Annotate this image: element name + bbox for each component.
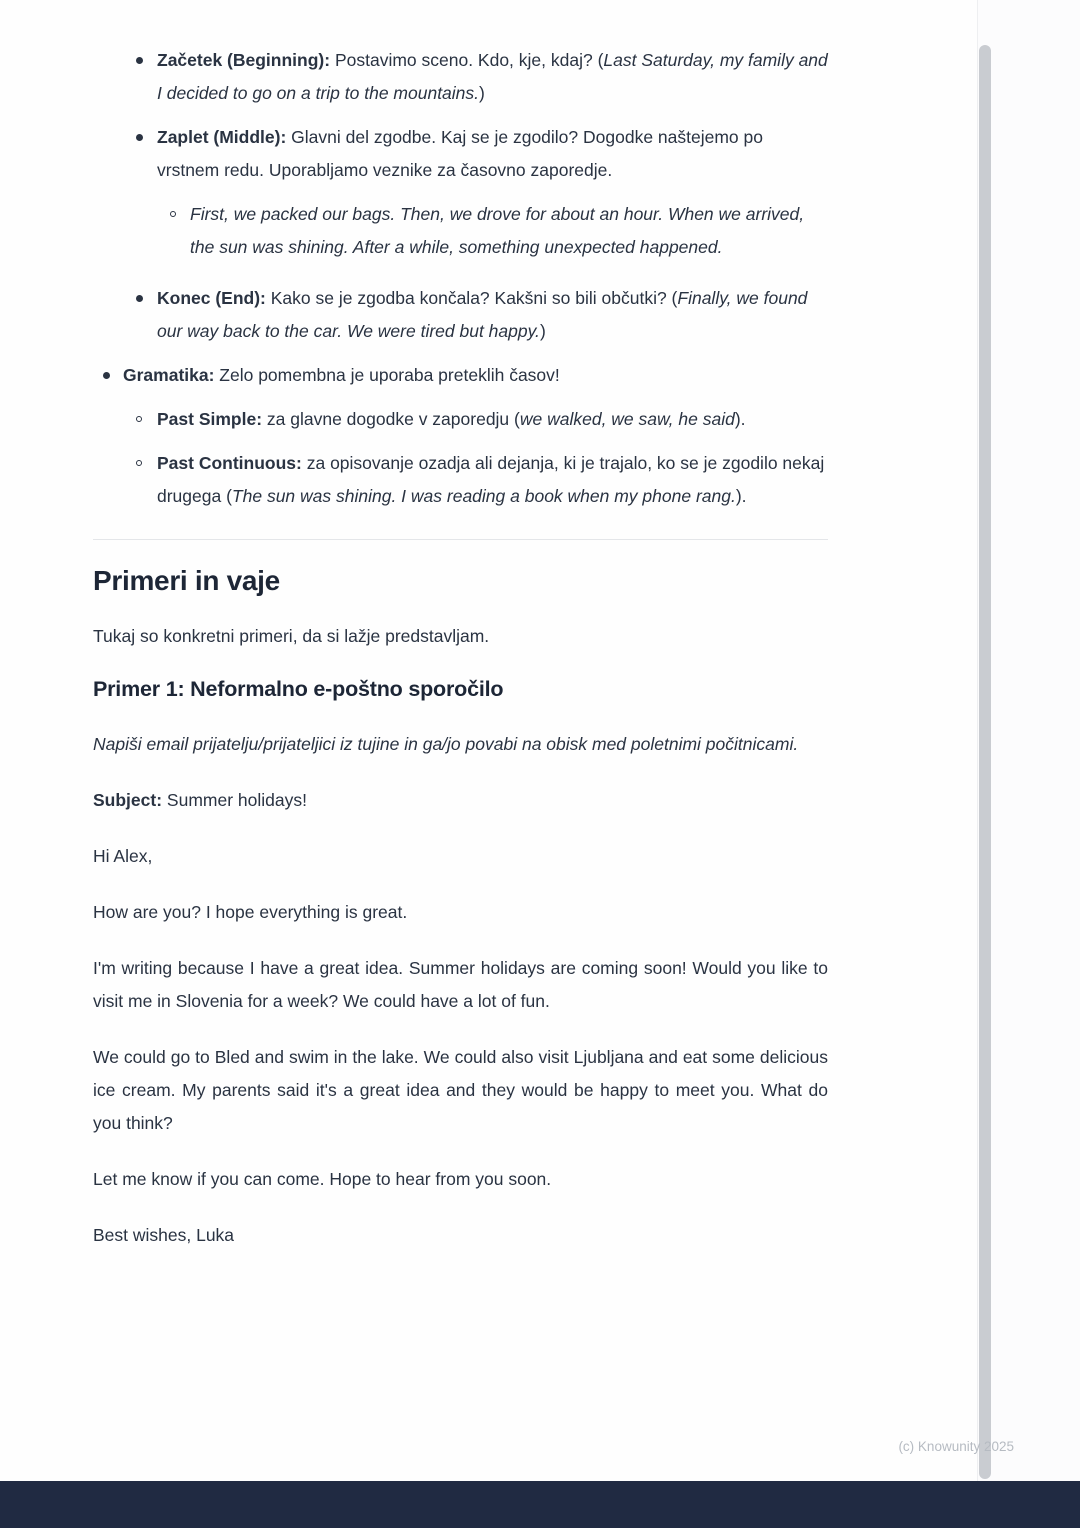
- document-body: [93, 0, 828, 1275]
- text-bold: Subject:: [93, 790, 163, 810]
- bullet-circle-icon: [170, 211, 176, 217]
- text-bold: Gramatika:: [123, 365, 215, 385]
- text-run: I'm writing because I have a great idea. Summer holidays are coming soon! Would you like to visit me in Slovenia for a week? We could have a lot of fun.: [93, 958, 828, 1011]
- paragraph: [93, 728, 828, 761]
- text-run: Postavimo sceno. Kdo, kje, kdaj? (: [330, 50, 604, 70]
- paragraph: [93, 896, 828, 929]
- bullet-circle-icon: [136, 416, 142, 422]
- subsection-heading: Primer 1: Neformalno e-poštno sporočilo: [93, 677, 504, 701]
- text-bold: Past Simple:: [157, 409, 263, 429]
- text-italic: Finally, we found our way back to the car. We were tired but happy.: [157, 288, 808, 341]
- text-run: Best wishes, Luka: [93, 1225, 235, 1245]
- text-run: We could go to Bled and swim in the lake. We could also visit Ljubljana and eat some delicious ice cream. My parents said it's a great idea and they would be happy to meet you. What do you think?: [93, 1047, 828, 1133]
- text-italic: First, we packed our bags. Then, we drove for about an hour. When we arrived, the sun was shining. After a while, something unexpected happened.: [190, 204, 805, 257]
- bullet-disc-icon: [136, 57, 143, 64]
- list-item-text: [157, 50, 828, 103]
- text-run: ).: [734, 409, 746, 429]
- text-run: Summer holidays!: [162, 790, 307, 810]
- section-heading: Primeri in vaje: [93, 565, 280, 596]
- list-item: [93, 121, 828, 187]
- list-item-text: [123, 365, 560, 385]
- paragraph: [93, 840, 828, 873]
- list-item: [93, 282, 828, 348]
- text-run: Let me know if you can come. Hope to hear from you soon.: [93, 1169, 552, 1189]
- text-italic: Napiši email prijatelju/prijateljici iz tujine in ga/jo povabi na obisk med poletnimi počitnicami.: [93, 734, 799, 754]
- paragraph: [93, 1163, 828, 1196]
- list-item-text: [157, 127, 763, 180]
- text-italic: we walked, we saw, he said: [519, 409, 735, 429]
- text-run: za glavne dogodke v zaporedju (: [262, 409, 520, 429]
- text-italic: Last Saturday, my family and I decided to go on a trip to the mountains.: [157, 50, 828, 103]
- text-run: ).: [735, 486, 747, 506]
- watermark: (c) Knowunity 2025: [898, 1439, 1014, 1454]
- page-right-gutter: [977, 0, 1080, 1481]
- list-item: [93, 359, 828, 392]
- paragraph: [93, 952, 828, 1018]
- scrollbar-thumb[interactable]: [979, 45, 991, 1479]
- list-item: [93, 403, 828, 436]
- text-bold: Konec (End):: [157, 288, 266, 308]
- text-run: Kako se je zgodba končala? Kakšni so bili občutki? (: [265, 288, 678, 308]
- list-item-text: [157, 288, 807, 341]
- bullet-disc-icon: [103, 372, 110, 379]
- list-item: [93, 198, 828, 264]
- list-item-text: [190, 204, 804, 257]
- text-bold: Začetek (Beginning):: [157, 50, 331, 70]
- text-run: How are you? I hope everything is great.: [93, 902, 408, 922]
- divider: [93, 539, 828, 540]
- list-item: [93, 447, 828, 513]
- text-run: Zelo pomembna je uporaba preteklih časov!: [214, 365, 560, 385]
- text-italic: The sun was shining. I was reading a book when my phone rang.: [231, 486, 736, 506]
- paragraph: [93, 784, 828, 817]
- text-run: Hi Alex,: [93, 846, 153, 866]
- footer-bar: [0, 1481, 1080, 1528]
- text-run: ): [479, 83, 485, 103]
- list-item: [93, 44, 828, 110]
- text-bold: Zaplet (Middle):: [157, 127, 287, 147]
- bullet-disc-icon: [136, 134, 143, 141]
- paragraph: [93, 620, 828, 653]
- bullet-circle-icon: [136, 460, 142, 466]
- bullet-disc-icon: [136, 295, 143, 302]
- text-run: za opisovanje ozadja ali dejanja, ki je trajalo, ko se je zgodilo nekaj drugega (: [157, 453, 825, 506]
- text-run: Tukaj so konkretni primeri, da si lažje predstavljam.: [93, 626, 490, 646]
- paragraph: [93, 1219, 828, 1252]
- text-run: Glavni del zgodbe. Kaj se je zgodilo? Dogodke naštejemo po vrstnem redu. Uporabljamo veznike za časovno zaporedje.: [157, 127, 763, 180]
- text-bold: Past Continuous:: [157, 453, 302, 473]
- text-run: ): [539, 321, 546, 341]
- list-item-text: [157, 453, 824, 506]
- paragraph: [93, 1041, 828, 1140]
- list-item-text: [157, 409, 746, 429]
